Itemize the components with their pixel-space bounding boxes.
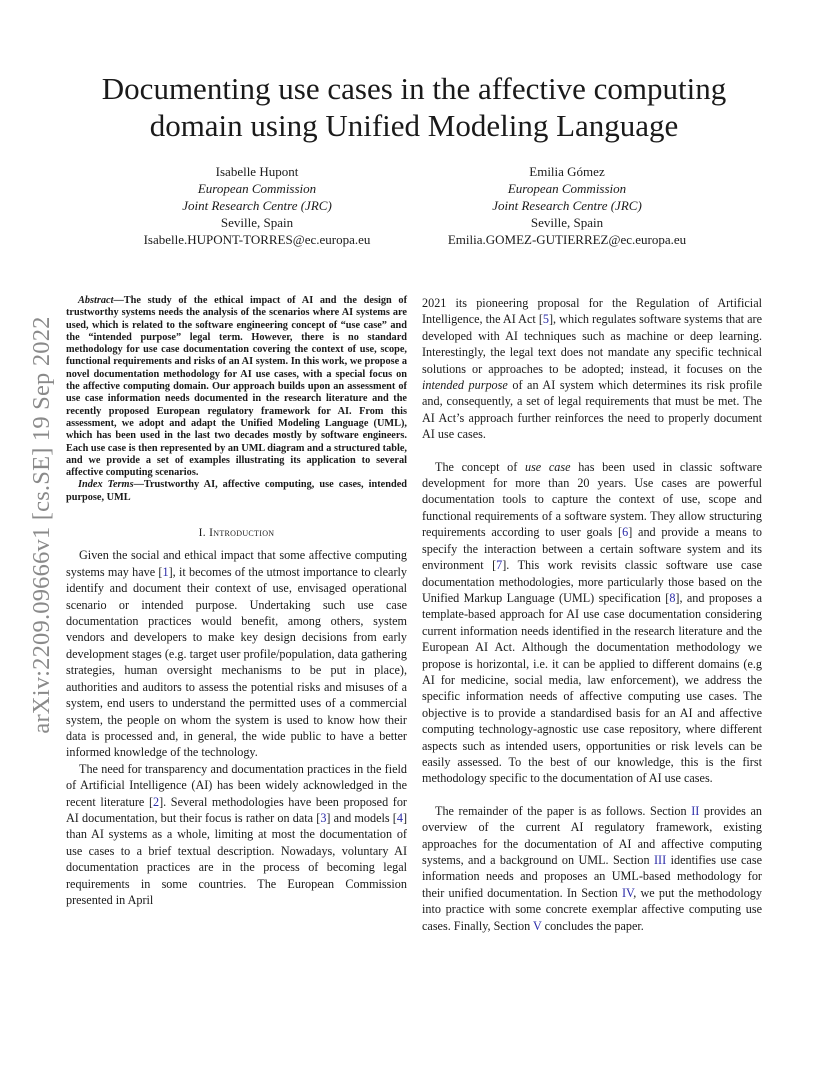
citation-link[interactable]: 5 [542, 312, 549, 327]
citation-link[interactable]: 8 [669, 590, 676, 605]
author-institute: Joint Research Centre (JRC) [492, 198, 642, 213]
section-link[interactable]: III [653, 853, 667, 867]
index-terms [66, 479, 407, 504]
intro-paragraph-4: The concept of use case has been used in classic software development for more than 20 years. Use cases are powerful documentation tools to capture the context of use, scope and functional requirements of a software system. They allow structuring requirements according to user goals [6] and provide a means to specify the interaction between a certain software system and its environment [7]. This work revisits classic software use case documentation methodologies, more particularly those based on the Unified Markup Language (UML) specification [8], and proposes a template-based approach for AI use case documentation considering current information needs identified in the research literature and the European AI Act. Although the documentation methodology we propose is horizontal, i.e. it can be applied to different domains (e.g AI for medicine, social media, law enforcement), we address the specific information needs of affective computing use cases. The objective is to provide a standardised basis for an AI and affective computing technology-agnostic use case repository, where different aspects such as intended users, opportunities or risk levels can be easily assessed. To the best of our knowledge, this is the first methodology specific to the documentation of AI use cases. [422, 459, 762, 786]
author-institute: Joint Research Centre (JRC) [182, 198, 332, 213]
citation-link[interactable]: 4 [396, 810, 403, 825]
citation-link[interactable]: 3 [320, 810, 327, 825]
author-email[interactable]: Emilia.GOMEZ-GUTIERREZ@ec.europa.eu [447, 232, 687, 247]
intro-paragraph-5: The remainder of the paper is as follows. Section II provides an overview of the current AI regulatory framework, existing approaches for the documentation of AI and affective computing systems, and a background on UML. Section III identifies use case information needs and proposes an UML-based methodology for their unified documentation. In Section IV, we put the methodology into practice with some concrete exemplar affective computing use cases. Finally, Section V concludes the paper. [422, 803, 762, 933]
intro-paragraph-2: The need for transparency and documentation practices in the field of Artificial Intelligence (AI) has been widely acknowledged in the recent literature [2]. Several methodologies have been proposed for AI documentation, but their focus is rather on data [3] and models [4] than AI systems as a whole, limiting at most the documentation of use cases to a brief textual description. Nowadays, voluntary AI documentation practices are in the process of becoming legal requirements in some countries. The European Commission presented in April [66, 761, 408, 907]
paper-title: Documenting use cases in the affective computing domain using Unified Modeling Language [101, 71, 727, 143]
section-heading-introduction [66, 525, 407, 541]
arxiv-stamp-text: arXiv:2209.09666v1 [cs.SE] 19 Sep 2022 [28, 316, 55, 734]
intro-paragraph-3: 2021 its pioneering proposal for the Regulation of Artificial Intelligence, the AI Act [5], which regulates software systems that are developed with AI techniques such as machine or deep learning. Interestingly, the legal text does not mandate any specific technical solutions or approaches to be adopted; instead, it focuses on the intended purpose of an AI system which determines its risk profile and, consequently, a set of legal requirements that must be met. The AI Act’s approach further reinforces the need to properly document AI use cases. [422, 296, 762, 442]
arxiv-stamp [22, 290, 62, 760]
author-location: Seville, Spain [530, 215, 604, 230]
left-column [66, 295, 407, 908]
author-affiliation: European Commission [507, 181, 627, 196]
section-link[interactable]: IV [621, 885, 634, 900]
abstract [66, 295, 407, 479]
section-link[interactable]: V [533, 918, 542, 933]
intro-paragraph-1: Given the social and ethical impact that some affective computing systems may have [1], it becomes of the utmost importance to clearly identify and document their context of use, envisaged operational scenario or intended purpose. Undertaking such use case documentation practices would benefit, among others, system vendors and developers to make key design decisions from early development stages (e.g. target user profile/population, data gathering strategies, human oversight mechanisms to be put in place), authorities and auditors to assess the potential risks and misuses of a system, end users to understand the permitted uses of a commercial system, the people on whom the system is used to know how their data is processed and, in general, the wide public to have a better informed knowledge of the technology. [66, 548, 407, 760]
index-terms-text: —Trustworthy AI, affective computing, use cases, intended purpose, UML [66, 479, 407, 503]
author-email[interactable]: Isabelle.HUPONT-TORRES@ec.europa.eu [143, 232, 371, 247]
citation-link[interactable]: 6 [622, 525, 629, 540]
index-terms-label: Index Terms [78, 479, 134, 491]
author-block-1 [97, 163, 417, 248]
right-column [422, 295, 762, 934]
citation-link[interactable]: 7 [496, 558, 503, 573]
author-name: Isabelle Hupont [215, 164, 299, 179]
abstract-text: —The study of the ethical impact of AI and the design of trustworthy systems needs the analysis of the scenarios where AI systems are used, which is related to the software engineering concept of “use case” and the “intended purpose” legal term. However, there is no standard methodology for use case documentation covering the context of use, scope, functional requirements and risks of an AI system. In this work, we propose a novel documentation methodology for AI use cases, with a special focus on the affective computing domain. Our approach builds upon an assessment of use case information needs documented in the research literature and the recently proposed European regulatory framework for AI. From this assessment, we adopt and adapt the Unified Modeling Language (UML), which has been used in the last two decades mostly by software engineers. Each use case is then represented by an UML diagram and a structured table, and we provide a set of examples illustrating its application to several affective computing scenarios. [66, 295, 407, 479]
section-numeral: I. [198, 527, 206, 540]
author-affiliation: European Commission [197, 181, 317, 196]
author-name: Emilia Gómez [529, 164, 605, 179]
section-title: Introduction [209, 527, 275, 540]
author-location: Seville, Spain [220, 215, 294, 230]
author-block-2 [407, 163, 727, 248]
section-link[interactable]: II [691, 803, 700, 818]
citation-link[interactable]: 2 [153, 794, 160, 809]
abstract-label: Abstract [78, 295, 114, 306]
citation-link[interactable]: 1 [162, 564, 169, 579]
